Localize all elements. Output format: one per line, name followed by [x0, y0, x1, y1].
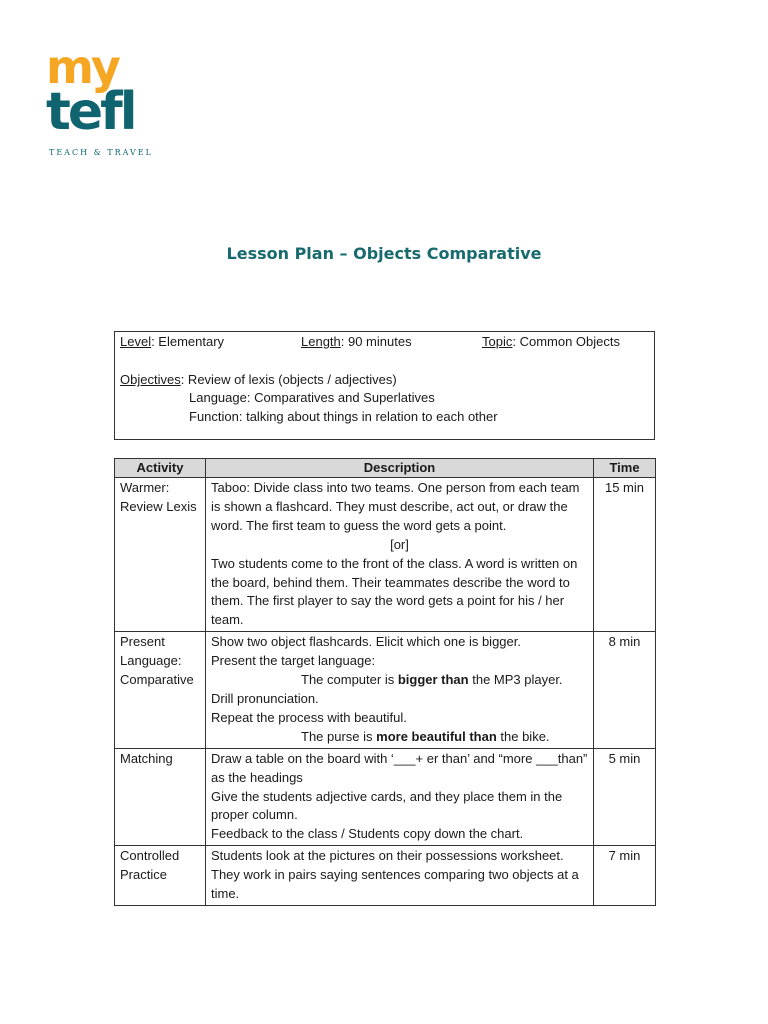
activity-line: Controlled Practice [120, 848, 180, 883]
description-paragraph: Repeat the process with beautiful. [211, 709, 407, 725]
activity-cell [115, 846, 206, 906]
table-row [115, 846, 656, 906]
activity-cell [115, 632, 206, 748]
logo-text-my: my [46, 40, 118, 94]
topic-label: Topic [482, 334, 513, 349]
activity-cell [115, 478, 206, 632]
lesson-plan-table [114, 458, 656, 906]
table-row [115, 748, 656, 846]
example-bold: bigger than [397, 672, 469, 688]
length-label: Length [301, 334, 341, 349]
description-paragraph: Show two object flashcards. Elicit which one is bigger. [211, 634, 521, 650]
example-text: The computer is [301, 672, 398, 688]
table-row [115, 632, 656, 748]
description-paragraph: Drill pronunciation. [211, 690, 319, 706]
time-cell: 5 min [594, 748, 656, 846]
description-paragraph: Two students come to the front of the class. A word is written on the board, behind them. Their teammates describe the word to them. The first player to say the word gets a point for his / her team. [211, 555, 578, 628]
description-cell [206, 846, 594, 906]
activity-line: Matching [120, 750, 173, 766]
description-paragraph: Present the target language: [211, 653, 376, 669]
description-paragraph: [or] [390, 536, 409, 552]
time-cell: 15 min [594, 478, 656, 632]
header-description: Description [206, 459, 594, 478]
objectives-field [120, 372, 397, 387]
example-bold: more beautiful than [376, 728, 497, 744]
description-cell [206, 478, 594, 632]
logo-text-tefl: tefl [46, 82, 135, 142]
header-activity: Activity [115, 459, 206, 478]
table-header-row [115, 459, 656, 478]
description-cell [206, 632, 594, 748]
mytefl-logo [46, 40, 166, 164]
description-paragraph: Give the students adjective cards, and they place them in the proper column. [211, 788, 563, 823]
activity-cell [115, 748, 206, 846]
description-paragraph: Draw a table on the board with ‘___+ er than’ and “more ___than” as the headings [211, 750, 588, 785]
description-paragraph: Taboo: Divide class into two teams. One person from each team is shown a flashcard. They must describe, act out, or draw the word. The first team to guess the word gets a point. [211, 480, 580, 533]
page-title: Lesson Plan – Objects Comparative [226, 244, 542, 263]
example-text: the bike. [496, 728, 550, 744]
table-row [115, 478, 656, 632]
level-label: Level [120, 334, 152, 349]
length-field [301, 334, 412, 349]
description-paragraph: Students look at the pictures on their possessions worksheet. They work in pairs saying sentences comparing two objects at a time. [211, 848, 579, 902]
length-value: : 90 minutes [340, 334, 412, 349]
level-value: : Elementary [151, 334, 225, 349]
level-field [120, 334, 224, 349]
topic-field [482, 334, 620, 349]
header-time: Time [594, 459, 656, 478]
example-sentence [211, 671, 588, 690]
objectives-label: Objectives [120, 372, 181, 387]
objective-language: Language: Comparatives and Superlatives [189, 390, 435, 405]
time-cell: 7 min [594, 846, 656, 906]
example-text: The purse is [301, 728, 377, 744]
logo-tagline: TEACH & TRAVEL [49, 148, 153, 157]
example-sentence [211, 728, 588, 747]
example-text: the MP3 player. [468, 672, 563, 688]
time-cell: 8 min [594, 632, 656, 748]
activity-line: Review Lexis [120, 498, 197, 514]
objective-function: Function: talking about things in relation to each other [189, 409, 498, 424]
objectives-value: : Review of lexis (objects / adjectives) [180, 372, 397, 387]
topic-value: : Common Objects [512, 334, 621, 349]
description-paragraph: Feedback to the class / Students copy down the chart. [211, 826, 524, 842]
lesson-info-box [114, 331, 655, 440]
description-cell [206, 748, 594, 846]
activity-line: Warmer: [120, 480, 170, 495]
activity-line: Present Language: Comparative [120, 634, 194, 688]
